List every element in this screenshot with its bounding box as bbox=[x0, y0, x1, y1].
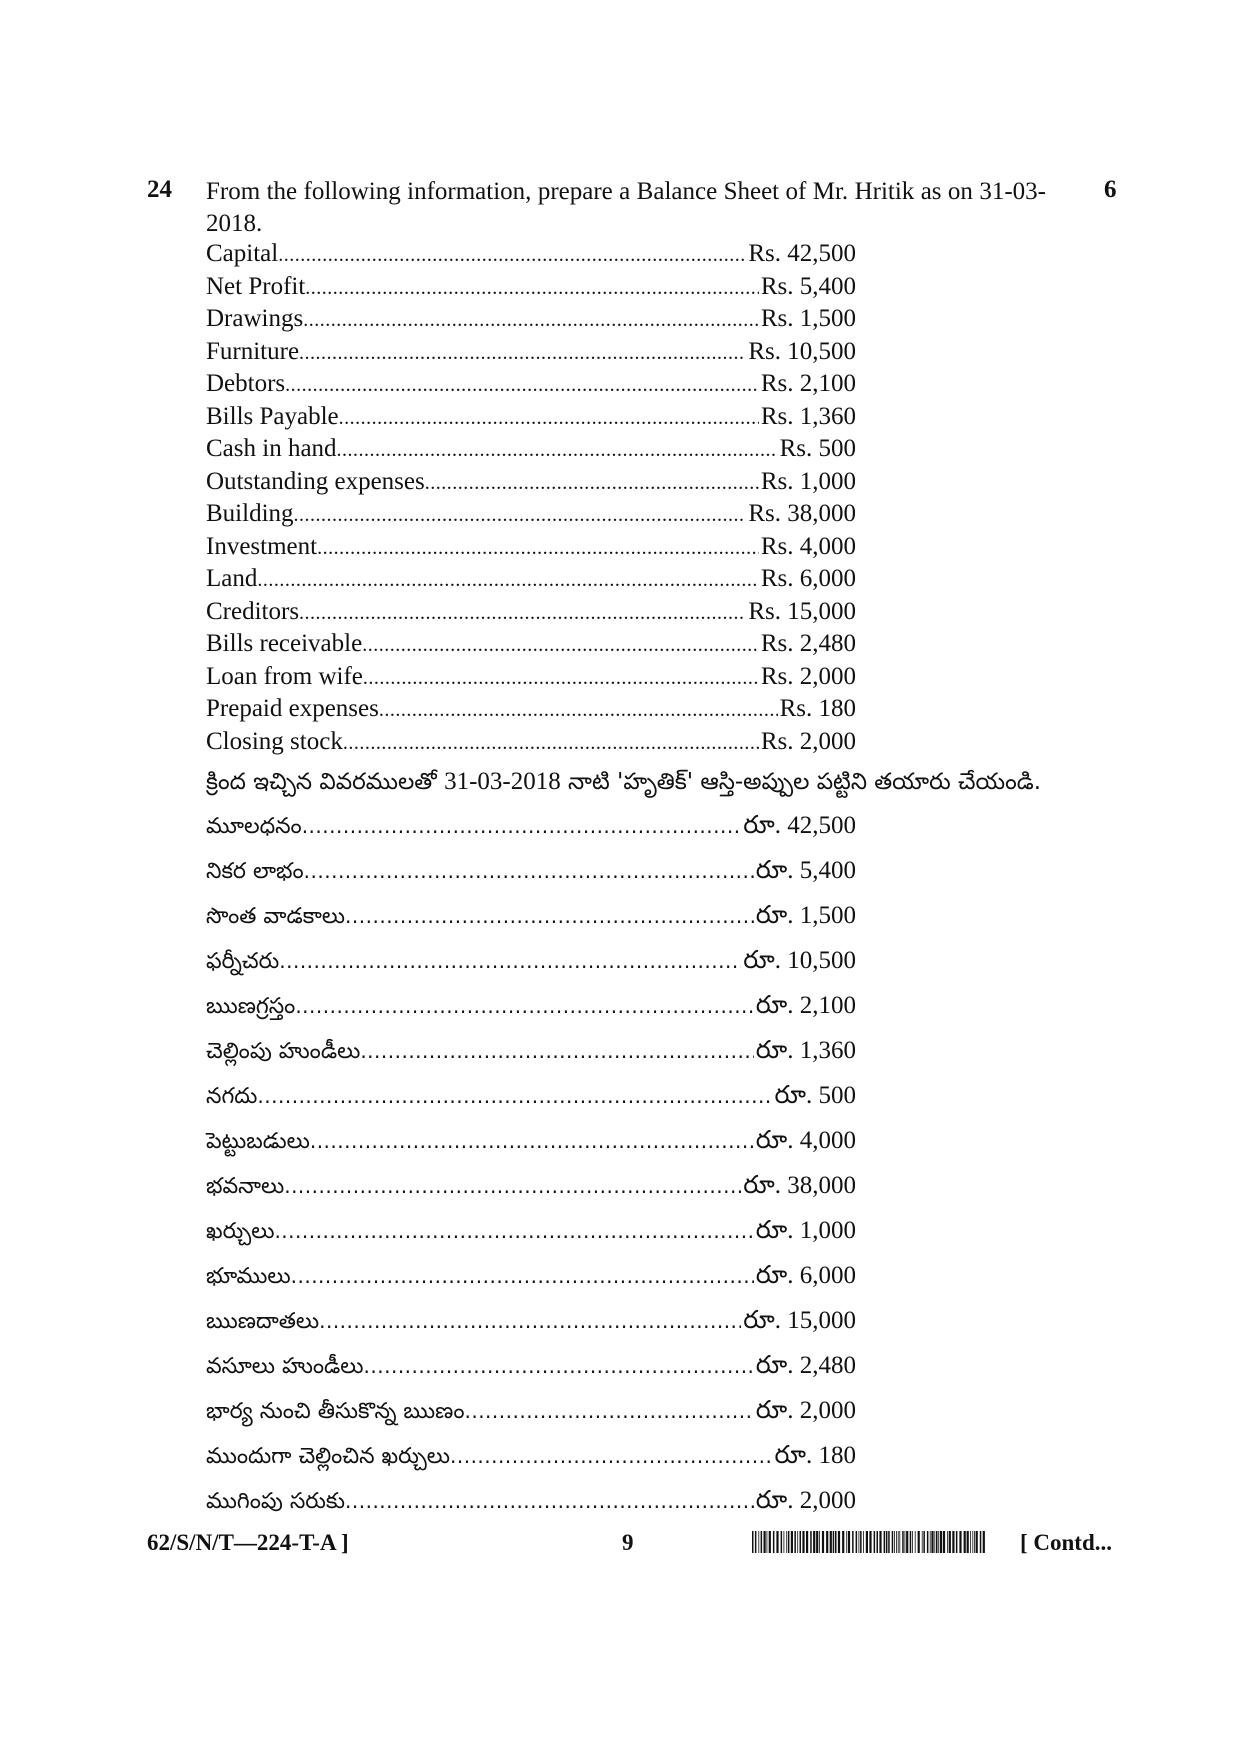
item-label: Bills Payable bbox=[206, 402, 339, 430]
item-label: ముగింపు సరుకు bbox=[206, 1489, 346, 1514]
item-amount: రూ. 1,360 bbox=[755, 1037, 856, 1064]
item-label: మూలధనం bbox=[206, 814, 302, 839]
item-label: నగదు bbox=[206, 1084, 258, 1109]
dot-leader bbox=[274, 1219, 753, 1243]
list-item bbox=[206, 992, 856, 1037]
item-amount: రూ. 2,000 bbox=[755, 1397, 856, 1424]
telugu-intro-before: క్రింద ఇచ్చిన వివరములతో bbox=[206, 769, 445, 795]
list-item bbox=[206, 1442, 856, 1487]
item-label: Net Profit bbox=[206, 272, 306, 300]
item-amount: రూ. 6,000 bbox=[755, 1262, 856, 1289]
dot-leader bbox=[257, 569, 758, 592]
item-amount: Rs. 2,100 bbox=[760, 370, 856, 397]
dot-leader bbox=[319, 1309, 741, 1333]
dot-leader bbox=[310, 1129, 754, 1153]
item-amount: రూ. 5,400 bbox=[755, 857, 856, 884]
question-text: From the following information, prepare a Balance Sheet of Mr. Hritik as on 31-03-2018. bbox=[206, 178, 1046, 237]
item-label: Prepaid expenses bbox=[206, 695, 379, 722]
dot-leader bbox=[362, 634, 759, 657]
page-number: 9 bbox=[622, 1530, 634, 1555]
dot-leader bbox=[302, 814, 742, 838]
dot-leader bbox=[279, 949, 741, 973]
dot-leader bbox=[257, 1084, 772, 1108]
telugu-item-list bbox=[206, 812, 856, 1532]
item-amount: రూ. 180 bbox=[774, 1442, 856, 1469]
dot-leader bbox=[285, 374, 759, 397]
list-item bbox=[206, 663, 856, 696]
item-label: ఋణగ్రస్తం bbox=[206, 994, 296, 1019]
list-item bbox=[206, 500, 856, 533]
dot-leader bbox=[379, 699, 778, 722]
question-marks: 6 bbox=[1104, 176, 1117, 203]
list-item bbox=[206, 403, 856, 436]
item-amount: Rs. 10,500 bbox=[748, 337, 856, 365]
list-item bbox=[206, 812, 856, 857]
dot-leader bbox=[291, 1264, 754, 1288]
list-item bbox=[206, 533, 856, 566]
item-label: నికర లాభం bbox=[206, 859, 304, 884]
item-label: Bills receivable bbox=[206, 630, 363, 657]
list-item bbox=[206, 1307, 856, 1352]
dot-leader bbox=[343, 732, 759, 755]
item-amount: రూ. 4,000 bbox=[755, 1127, 856, 1154]
paper-code: 62/S/N/T—224-T-A ] bbox=[147, 1530, 349, 1555]
item-amount: Rs. 5,400 bbox=[760, 272, 856, 300]
list-item bbox=[206, 370, 856, 403]
dot-leader bbox=[299, 342, 746, 365]
dot-leader bbox=[303, 309, 759, 332]
barcode bbox=[752, 1531, 988, 1553]
item-amount: Rs. 500 bbox=[779, 435, 856, 462]
list-item bbox=[206, 1397, 856, 1442]
dot-leader bbox=[363, 667, 759, 690]
item-label: చెల్లింపు హుండీలు bbox=[206, 1039, 361, 1064]
item-label: ముందుగా చెల్లించిన ఖర్చులు bbox=[206, 1444, 450, 1469]
dot-leader bbox=[464, 1399, 753, 1423]
item-amount: రూ. 38,000 bbox=[743, 1172, 856, 1199]
dot-leader bbox=[425, 472, 759, 495]
dot-leader bbox=[294, 504, 747, 527]
list-item bbox=[206, 273, 856, 306]
item-amount: Rs. 2,480 bbox=[760, 630, 856, 657]
list-item bbox=[206, 1352, 856, 1397]
list-item bbox=[206, 1172, 856, 1217]
contd-label: [ Contd... bbox=[1020, 1530, 1113, 1555]
list-item bbox=[206, 240, 856, 273]
item-label: Loan from wife bbox=[206, 662, 363, 690]
item-label: పెట్టుబడులు bbox=[206, 1129, 310, 1154]
item-amount: Rs. 180 bbox=[779, 695, 856, 722]
english-item-list bbox=[206, 240, 856, 760]
item-amount: రూ. 10,500 bbox=[743, 947, 856, 974]
item-amount: Rs. 38,000 bbox=[748, 500, 856, 527]
dot-leader bbox=[345, 904, 754, 928]
list-item bbox=[206, 305, 856, 338]
item-amount: Rs. 1,500 bbox=[760, 305, 856, 332]
dot-leader bbox=[305, 277, 759, 300]
item-amount: Rs. 4,000 bbox=[760, 532, 856, 560]
list-item bbox=[206, 630, 856, 663]
item-amount: రూ. 500 bbox=[774, 1082, 856, 1109]
list-item bbox=[206, 468, 856, 501]
list-item bbox=[206, 1082, 856, 1127]
item-label: భవనాలు bbox=[206, 1174, 285, 1199]
item-amount: రూ. 2,000 bbox=[755, 1487, 856, 1514]
item-label: Furniture bbox=[206, 337, 300, 365]
dot-leader bbox=[450, 1444, 772, 1468]
list-item bbox=[206, 338, 856, 371]
item-label: ఫర్నీచరు bbox=[206, 949, 280, 974]
item-label: ఋణదాతలు bbox=[206, 1309, 320, 1334]
item-amount: రూ. 15,000 bbox=[743, 1307, 856, 1334]
list-item bbox=[206, 1217, 856, 1262]
item-label: Creditors bbox=[206, 597, 300, 625]
item-amount: Rs. 2,000 bbox=[760, 662, 856, 690]
list-item bbox=[206, 902, 856, 947]
item-amount: Rs. 42,500 bbox=[748, 240, 856, 267]
list-item bbox=[206, 598, 856, 631]
list-item bbox=[206, 947, 856, 992]
telugu-intro bbox=[206, 768, 1041, 801]
telugu-intro-after: నాటి 'హృతిక్' ఆస్తి-అప్పుల పట్టిని తయారు చేయండి. bbox=[560, 769, 1042, 795]
item-label: Drawings bbox=[206, 305, 304, 332]
item-amount: Rs. 1,000 bbox=[760, 467, 856, 495]
item-label: భార్య నుంచి తీసుకొన్న ఋణం bbox=[206, 1399, 465, 1424]
item-label: Cash in hand bbox=[206, 435, 337, 462]
dot-leader bbox=[278, 244, 746, 267]
dot-leader bbox=[304, 859, 754, 883]
item-amount: Rs. 2,000 bbox=[760, 727, 856, 755]
item-label: Outstanding expenses bbox=[206, 467, 425, 495]
item-amount: రూ. 1,000 bbox=[755, 1217, 856, 1244]
list-item bbox=[206, 435, 856, 468]
item-label: సొంత వాడకాలు bbox=[206, 904, 346, 929]
dot-leader bbox=[295, 994, 753, 1018]
item-label: Investment bbox=[206, 532, 318, 560]
item-label: వసూలు హుండీలు bbox=[206, 1354, 364, 1379]
dot-leader bbox=[364, 1354, 754, 1378]
item-amount: Rs. 1,360 bbox=[760, 402, 856, 430]
dot-leader bbox=[337, 439, 778, 462]
item-label: Building bbox=[206, 500, 294, 527]
dot-leader bbox=[299, 602, 746, 625]
dot-leader bbox=[339, 407, 759, 430]
item-label: Closing stock bbox=[206, 727, 343, 755]
dot-leader bbox=[345, 1489, 754, 1513]
item-label: Land bbox=[206, 565, 258, 592]
list-item bbox=[206, 1487, 856, 1532]
list-item bbox=[206, 695, 856, 728]
dot-leader bbox=[360, 1039, 753, 1063]
item-amount: రూ. 2,100 bbox=[755, 992, 856, 1019]
list-item bbox=[206, 1127, 856, 1172]
list-item bbox=[206, 1262, 856, 1307]
list-item bbox=[206, 565, 856, 598]
list-item bbox=[206, 857, 856, 902]
question-number: 24 bbox=[147, 176, 172, 203]
item-amount: రూ. 42,500 bbox=[743, 812, 856, 839]
item-label: Debtors bbox=[206, 370, 286, 397]
item-amount: Rs. 15,000 bbox=[748, 597, 856, 625]
list-item bbox=[206, 1037, 856, 1082]
dot-leader bbox=[284, 1174, 741, 1198]
item-amount: రూ. 1,500 bbox=[755, 902, 856, 929]
item-label: ఖర్చులు bbox=[206, 1219, 275, 1244]
item-label: Capital bbox=[206, 240, 279, 267]
telugu-intro-date: 31-03-2018 bbox=[444, 768, 561, 795]
item-amount: Rs. 6,000 bbox=[760, 565, 856, 592]
dot-leader bbox=[317, 537, 759, 560]
item-label: భూములు bbox=[206, 1264, 291, 1289]
list-item bbox=[206, 728, 856, 761]
item-amount: రూ. 2,480 bbox=[755, 1352, 856, 1379]
